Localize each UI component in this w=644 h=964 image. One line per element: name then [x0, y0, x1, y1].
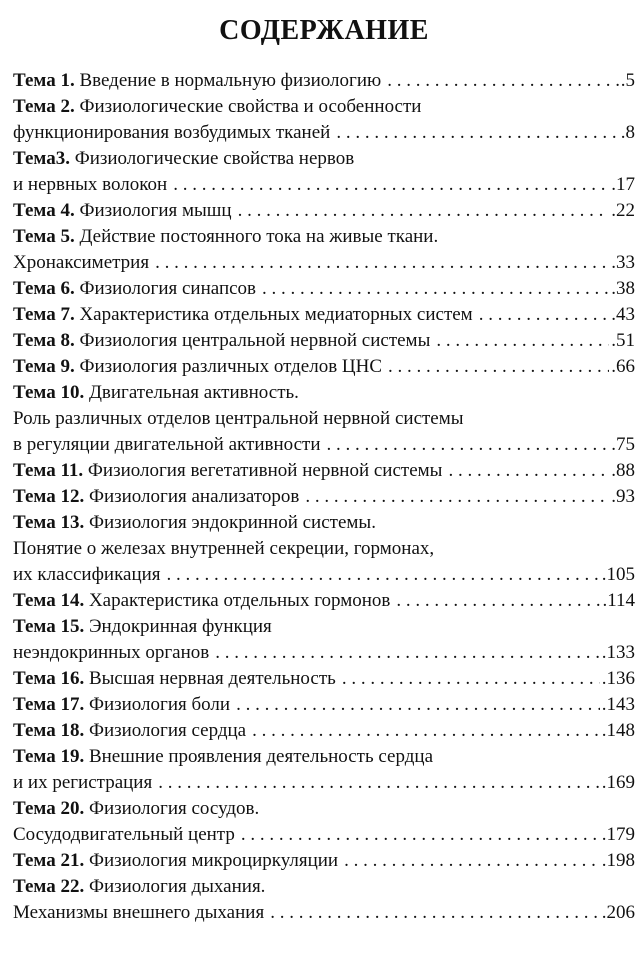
toc-entry-title: Физиология синапсов: [79, 278, 257, 299]
toc-page-number: .75: [611, 434, 635, 455]
toc-line: [13, 354, 635, 380]
toc-line: [13, 302, 635, 328]
toc-leader-dots: [448, 458, 609, 484]
toc-leader-dots: [238, 198, 610, 224]
toc-topic-number: Тема 1.: [13, 70, 75, 91]
toc-line-text: [13, 432, 321, 458]
toc-topic-number: Тема 9.: [13, 356, 75, 377]
toc-entry-title: Введение в нормальную физиологию: [79, 70, 382, 91]
toc-line-text: [13, 146, 354, 172]
toc-topic-number: Тема 5.: [13, 226, 75, 247]
toc-leader-dots: [173, 172, 609, 198]
toc-topic-number: Тема 7.: [13, 304, 75, 325]
toc-entry-title: Двигательная активность.: [88, 382, 299, 403]
toc-line-text: [13, 354, 382, 380]
toc-leader-dots: [336, 120, 618, 146]
toc-line-text: [13, 120, 330, 146]
toc-page-number: .206: [601, 902, 635, 923]
toc-entry-title: Действие постоянного тока на живые ткани.: [79, 226, 439, 247]
toc-topic-number: Тема 14.: [13, 590, 85, 611]
toc-line: [13, 198, 635, 224]
toc-leader-dots: [167, 562, 600, 588]
toc-line: [13, 822, 635, 848]
toc-leader-dots: [327, 432, 610, 458]
toc-line: [13, 172, 635, 198]
toc-line-text: [13, 562, 161, 588]
toc-topic-number: Тема 13.: [13, 512, 85, 533]
toc-page-number: .169: [601, 772, 635, 793]
toc-page-number: .93: [611, 486, 635, 507]
toc-line-text: [13, 276, 256, 302]
toc-leader-dots: [241, 822, 600, 848]
toc-page-number: .143: [601, 694, 635, 715]
toc-entry-title: Механизмы внешнего дыхания: [13, 902, 265, 923]
toc-line-text: [13, 198, 232, 224]
toc-page-number: .133: [601, 642, 635, 663]
toc-line-text: [13, 172, 167, 198]
toc-entry-title: функционирования возбудимых тканей: [13, 122, 331, 143]
toc-line: [13, 874, 635, 900]
toc-page-number: .22: [611, 200, 635, 221]
toc-line: [13, 432, 635, 458]
toc-topic-number: Тема 19.: [13, 746, 85, 767]
toc-line: [13, 796, 635, 822]
toc-line-text: [13, 744, 433, 770]
toc-line: [13, 120, 635, 146]
toc-entry-title: Физиология мышц: [79, 200, 232, 221]
toc-leader-dots: [396, 588, 600, 614]
toc-line: [13, 692, 635, 718]
toc-entry-title: Характеристика отдельных медиаторных систем: [79, 304, 473, 325]
toc-line-text: [13, 94, 421, 120]
toc-entry-title: их классификация: [13, 564, 161, 585]
toc-leader-dots: [388, 354, 609, 380]
toc-entry-title: Физиология сосудов.: [88, 798, 260, 819]
toc-entry-title: Физиология вегетативной нервной системы: [87, 460, 443, 481]
toc-entry-title: Физиология эндокринной системы.: [88, 512, 376, 533]
toc-page-number: .114: [602, 590, 635, 611]
toc-page-number: .38: [611, 278, 635, 299]
toc-topic-number: Тема 8.: [13, 330, 75, 351]
toc-leader-dots: [236, 692, 600, 718]
toc-leader-dots: [270, 900, 600, 926]
toc-topic-number: Тема 4.: [13, 200, 75, 221]
toc-line: [13, 718, 635, 744]
toc-line-text: [13, 588, 390, 614]
toc-page-number: .66: [611, 356, 635, 377]
toc-leader-dots: [252, 718, 600, 744]
toc-line-text: [13, 640, 209, 666]
toc-topic-number: Тема 16.: [13, 668, 85, 689]
toc-entry-title: Физиология сердца: [88, 720, 247, 741]
toc-topic-number: Тема 2.: [13, 96, 75, 117]
toc-topic-number: Тема 20.: [13, 798, 85, 819]
toc-line-text: [13, 380, 299, 406]
toc-line-text: [13, 770, 152, 796]
toc-line-text: [13, 250, 149, 276]
toc-line: [13, 744, 635, 770]
toc-line-text: [13, 68, 381, 94]
toc-entry-title: Физиология боли: [88, 694, 231, 715]
toc-topic-number: Тема 22.: [13, 876, 85, 897]
toc-line-text: [13, 796, 259, 822]
toc-entry-title: неэндокринных органов: [13, 642, 210, 663]
toc-line-text: [13, 666, 336, 692]
toc-leader-dots: [479, 302, 610, 328]
toc-entry-title: Сосудодвигательный центр: [13, 824, 235, 845]
toc-line: [13, 510, 635, 536]
toc-page-number: .5: [620, 70, 635, 91]
toc-entry-title: Эндокринная функция: [88, 616, 272, 637]
toc-entry-title: и их регистрация: [13, 772, 153, 793]
toc-line: [13, 588, 635, 614]
toc-line-text: [13, 484, 299, 510]
toc-entry-title: Хронаксиметрия: [13, 252, 150, 273]
toc-leader-dots: [344, 848, 600, 874]
toc-line: [13, 562, 635, 588]
toc-entry-title: Физиология различных отделов ЦНС: [79, 356, 383, 377]
toc-line-text: [13, 536, 434, 562]
toc-leader-dots: [155, 250, 609, 276]
toc-topic-number: Тема 11.: [13, 460, 84, 481]
toc-line: [13, 848, 635, 874]
toc-line: [13, 484, 635, 510]
toc-line: [13, 640, 635, 666]
toc-leader-dots: [387, 68, 619, 94]
toc-line: [13, 380, 635, 406]
toc-line-text: [13, 874, 265, 900]
toc-line: [13, 900, 635, 926]
toc-line: [13, 250, 635, 276]
toc-entry-title: Физиология микроциркуляции: [88, 850, 339, 871]
toc-line-text: [13, 406, 464, 432]
toc-page-number: .136: [601, 668, 635, 689]
toc-line: [13, 614, 635, 640]
toc-topic-number: Тема 15.: [13, 616, 85, 637]
toc-entry-title: Физиология дыхания.: [88, 876, 266, 897]
toc-line: [13, 224, 635, 250]
toc-line-text: [13, 224, 438, 250]
toc-topic-number: Тема 10.: [13, 382, 85, 403]
table-of-contents: [13, 68, 635, 926]
toc-topic-number: Тема 17.: [13, 694, 85, 715]
toc-page-number: .179: [601, 824, 635, 845]
toc-leader-dots: [305, 484, 609, 510]
toc-page-number: .198: [601, 850, 635, 871]
toc-entry-title: Физиологические свойства и особенности: [79, 96, 422, 117]
toc-line-text: [13, 614, 272, 640]
toc-line-text: [13, 458, 442, 484]
toc-line: [13, 146, 635, 172]
toc-line-text: [13, 510, 376, 536]
toc-line-text: [13, 692, 230, 718]
toc-line: [13, 536, 635, 562]
toc-line: [13, 94, 635, 120]
toc-entry-title: Понятие о железах внутренней секреции, гормонах,: [13, 538, 435, 559]
toc-topic-number: Тема 12.: [13, 486, 85, 507]
toc-page-number: .88: [611, 460, 635, 481]
toc-topic-number: Тема 6.: [13, 278, 75, 299]
toc-page-number: .51: [611, 330, 635, 351]
toc-entry-title: Характеристика отдельных гормонов: [88, 590, 391, 611]
toc-line-text: [13, 718, 246, 744]
toc-line: [13, 458, 635, 484]
toc-topic-number: Тема 18.: [13, 720, 85, 741]
toc-entry-title: в регуляции двигательной активности: [13, 434, 321, 455]
toc-line: [13, 666, 635, 692]
toc-entry-title: Роль различных отделов центральной нервной системы: [13, 408, 464, 429]
toc-line: [13, 68, 635, 94]
toc-line: [13, 328, 635, 354]
toc-leader-dots: [262, 276, 609, 302]
page-title: СОДЕРЖАНИЕ: [219, 15, 429, 46]
toc-page: [13, 0, 635, 926]
toc-entry-title: Высшая нервная деятельность: [88, 668, 336, 689]
toc-entry-title: и нервных волокон: [13, 174, 168, 195]
toc-line-text: [13, 848, 338, 874]
toc-line-text: [13, 900, 264, 926]
toc-entry-title: Физиологические свойства нервов: [74, 148, 355, 169]
toc-line: [13, 276, 635, 302]
toc-topic-number: Тема3.: [13, 148, 70, 169]
toc-page-number: .105: [601, 564, 635, 585]
toc-page-number: .148: [601, 720, 635, 741]
toc-leader-dots: [158, 770, 600, 796]
toc-leader-dots: [215, 640, 600, 666]
toc-page-number: .33: [611, 252, 635, 273]
toc-page-number: .43: [611, 304, 635, 325]
toc-line: [13, 770, 635, 796]
toc-entry-title: Внешние проявления деятельность сердца: [88, 746, 434, 767]
toc-leader-dots: [436, 328, 609, 354]
toc-line-text: [13, 302, 473, 328]
toc-entry-title: Физиология центральной нервной системы: [79, 330, 431, 351]
toc-topic-number: Тема 21.: [13, 850, 85, 871]
toc-leader-dots: [342, 666, 600, 692]
toc-line: [13, 406, 635, 432]
toc-line-text: [13, 328, 430, 354]
toc-page-number: .8: [620, 122, 635, 143]
toc-line-text: [13, 822, 235, 848]
toc-entry-title: Физиология анализаторов: [88, 486, 300, 507]
toc-page-number: .17: [611, 174, 635, 195]
